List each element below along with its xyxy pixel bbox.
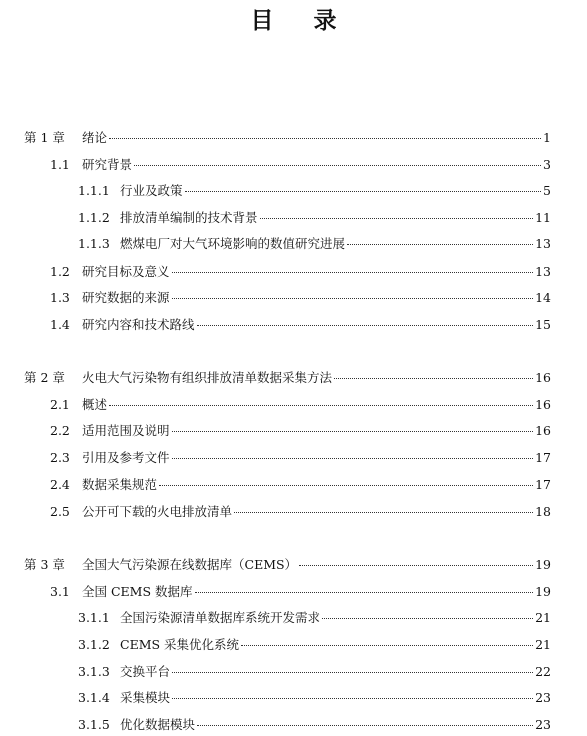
toc-leader-dots [197,325,534,326]
toc-entry[interactable] [24,128,551,146]
toc-entry-number: 1.1.2 [78,210,110,225]
toc-entry-title: 排放清单编制的技术背景 [120,210,258,225]
toc-leader-dots [172,298,534,299]
toc-entry-number: 2.5 [50,504,70,519]
toc-entry-title: 火电大气污染物有组织排放清单数据采集方法 [82,370,333,385]
toc-entry-page: 23 [535,717,551,732]
toc-entry-number: 第 1 章 [24,130,65,145]
toc-entry[interactable] [78,688,551,706]
toc-entry[interactable] [78,181,551,199]
toc-entry-page: 17 [535,450,551,465]
toc-entry[interactable] [24,555,551,573]
toc-leader-dots [185,191,542,192]
toc-entry-title: 行业及政策 [120,183,183,198]
toc-entry[interactable] [50,475,551,493]
toc-entry-page: 16 [535,423,551,438]
toc-entry[interactable] [50,155,551,173]
toc-entry[interactable] [50,582,551,600]
toc-entry-title: 研究目标及意义 [82,264,170,279]
toc-leader-dots [347,244,533,245]
page-title: 目 录 [250,7,353,34]
toc-leader-dots [109,405,533,406]
toc-entry-page: 21 [535,637,551,652]
toc-entry[interactable] [78,662,551,680]
toc-entry-title: 燃煤电厂对大气环境影响的数值研究进展 [120,236,346,251]
toc-entry-page: 19 [535,557,551,572]
toc-entry-number: 1.1.3 [78,236,110,251]
toc-leader-dots [109,138,541,139]
toc-entry-number: 2.4 [50,477,70,492]
toc-entry-page: 21 [535,610,551,625]
toc-entry-title: 采集模块 [120,690,171,705]
toc-entry[interactable] [50,421,551,439]
toc-entry-number: 第 3 章 [24,557,65,572]
toc-leader-dots [172,672,533,673]
toc-entry[interactable] [78,608,551,626]
toc-entry-page: 15 [535,317,551,332]
toc-entry-title: 数据采集规范 [82,477,158,492]
toc-entry-page: 17 [535,477,551,492]
toc-entry-number: 1.3 [50,290,70,305]
toc-entry-number: 3.1.1 [78,610,110,625]
toc-entry-number: 2.2 [50,423,70,438]
toc-entry-title: 概述 [82,397,108,412]
toc-entry[interactable] [50,395,551,413]
toc-entry-number: 1.2 [50,264,70,279]
toc-entry[interactable] [78,208,551,226]
toc-entry-page: 14 [535,290,551,305]
toc-entry-number: 3.1.3 [78,664,110,679]
toc-entry-title: CEMS 采集优化系统 [120,637,240,652]
toc-entry-page: 5 [543,183,551,198]
toc-leader-dots [234,512,533,513]
toc-entry[interactable] [50,502,551,520]
toc-entry-number: 3.1.4 [78,690,110,705]
toc-entry-title: 绪论 [82,130,108,145]
toc-leader-dots [322,618,533,619]
toc-entry[interactable] [78,635,551,653]
toc-leader-dots [195,592,534,593]
toc-entry-page: 19 [535,584,551,599]
toc-entry-page: 13 [535,264,551,279]
toc-entry-number: 3.1.2 [78,637,110,652]
toc-entry-title: 研究内容和技术路线 [82,317,195,332]
toc-entry-title: 优化数据模块 [120,717,196,732]
toc-entry-number: 2.3 [50,450,70,465]
toc-entry-title: 全国 CEMS 数据库 [82,584,193,599]
toc-leader-dots [260,218,534,219]
toc-entry-number: 3.1.5 [78,717,110,732]
toc-leader-dots [241,645,533,646]
toc-entry-number: 1.1 [50,157,70,172]
toc-entry-title: 研究数据的来源 [82,290,170,305]
toc-entry[interactable] [50,315,551,333]
toc-entry-title: 适用范围及说明 [82,423,170,438]
toc-entry[interactable] [50,262,551,280]
toc-leader-dots [172,698,533,699]
toc-entry-title: 全国大气污染源在线数据库（CEMS） [82,557,298,572]
toc-entry-title: 交换平台 [120,664,171,679]
toc-leader-dots [172,431,534,432]
toc-entry-title: 研究背景 [82,157,133,172]
toc-entry[interactable] [78,234,551,252]
toc-entry-number: 2.1 [50,397,70,412]
toc-entry-title: 公开可下载的火电排放清单 [82,504,233,519]
toc-entry-title: 全国污染源清单数据库系统开发需求 [120,610,321,625]
toc-entry-number: 1.1.1 [78,183,110,198]
toc-entry-number: 3.1 [50,584,70,599]
toc-entry-page: 16 [535,370,551,385]
toc-entry[interactable] [50,448,551,466]
toc-leader-dots [172,458,534,459]
toc-leader-dots [172,272,534,273]
toc-entry-page: 1 [543,130,551,145]
toc-leader-dots [334,378,533,379]
toc-entry-page: 3 [543,157,551,172]
toc-entry-page: 23 [535,690,551,705]
toc-leader-dots [159,485,533,486]
toc-entry-number: 第 2 章 [24,370,65,385]
toc-entry-title: 引用及参考文件 [82,450,170,465]
toc-entry[interactable] [24,368,551,386]
toc-entry-page: 11 [535,210,551,225]
toc-entry-page: 18 [535,504,551,519]
toc-leader-dots [134,165,541,166]
toc-entry[interactable] [50,288,551,306]
toc-entry-page: 13 [535,236,551,251]
toc-entry[interactable] [78,715,551,733]
toc-entry-number: 1.4 [50,317,70,332]
toc-entry-page: 22 [535,664,551,679]
toc-leader-dots [197,725,533,726]
toc-leader-dots [299,565,533,566]
toc-entry-page: 16 [535,397,551,412]
